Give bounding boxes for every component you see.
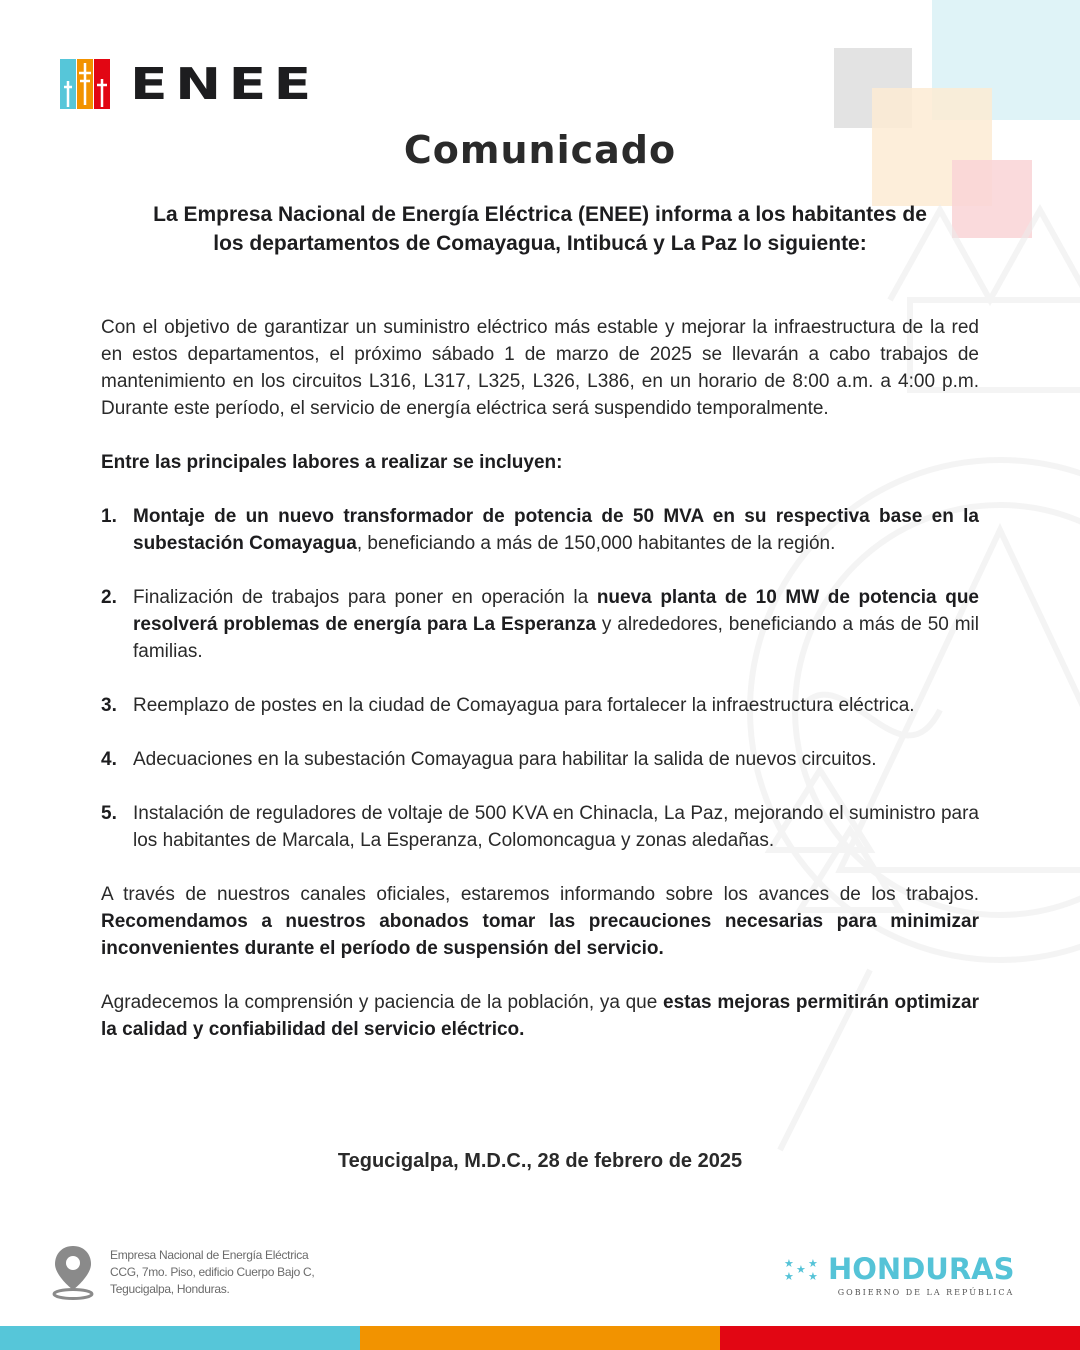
- intro-heading: [90, 200, 990, 258]
- list-item-number: 5.: [101, 803, 117, 824]
- list-item-rest: , beneficiando a más de 150,000 habitantes de la región.: [356, 533, 836, 554]
- list-item-pre: Finalización de trabajos para poner en operación la: [133, 587, 597, 608]
- footer-bar-red: [720, 1326, 1080, 1350]
- enee-logo: [60, 58, 319, 110]
- paragraph-schedule: Con el objetivo de garantizar un suministro eléctrico más estable y mejorar la infraestructura de la red en estos departamentos, el próximo sábado 1 de marzo de 2025 se llevarán a cabo trabajos de mantenimiento en los circuitos L316, L317, L325, L326, L386, en un horario de 8:00 a.m. a 4:00 p.m. Durante este período, el servicio de energía eléctrica será suspendido temporalmente.: [101, 317, 979, 419]
- svg-text:★: ★: [808, 1257, 818, 1270]
- paragraph-thanks: [101, 989, 979, 1043]
- footer-bar-cyan: [0, 1326, 360, 1350]
- list-item: [101, 746, 979, 773]
- list-item-text: Reemplazo de postes en la ciudad de Comayagua para fortalecer la infraestructura eléctrica.: [133, 695, 915, 716]
- enee-wordmark: ENEE: [130, 58, 319, 110]
- address-line-1: Empresa Nacional de Energía Eléctrica: [110, 1248, 309, 1262]
- intro-line-1: La Empresa Nacional de Energía Eléctrica (ENEE) informa a los habitantes de: [153, 203, 927, 226]
- honduras-government-logo: [782, 1252, 1032, 1302]
- footer-address: [110, 1247, 314, 1298]
- list-item-number: 2.: [101, 587, 117, 608]
- paragraph-thanks-bold: estas mejoras permitirán optimizar la calidad y confiabilidad del servicio eléctrico.: [101, 992, 980, 1040]
- list-item: [101, 584, 979, 665]
- list-item-number: 4.: [101, 749, 117, 770]
- list-item-rest: y alrededores, beneficiando a más de 50 mil familias.: [133, 614, 979, 662]
- intro-line-2: los departamentos de Comayagua, Intibucá y La Paz lo siguiente:: [213, 232, 867, 255]
- honduras-wordmark: HONDURAS: [828, 1252, 1015, 1286]
- svg-text:★: ★: [784, 1257, 794, 1270]
- list-item-text: [133, 584, 979, 665]
- list-item-number: 1.: [101, 506, 117, 527]
- list-item-text: Adecuaciones en la subestación Comayagua para habilitar la salida de nuevos circuitos.: [133, 749, 877, 770]
- paragraph-thanks-text: Agradecemos la comprensión y paciencia de la población, ya que: [101, 992, 664, 1013]
- location-pin-icon: [52, 1244, 94, 1300]
- paragraph-channels-text: A través de nuestros canales oficiales, estaremos informando sobre los avances de los trabajos.: [101, 884, 979, 905]
- footer-bar-orange: [360, 1326, 720, 1350]
- svg-text:★: ★: [784, 1270, 794, 1282]
- list-item: [101, 692, 979, 719]
- list-item-bold: Montaje de un nuevo transformador de potencia de 50 MVA en su respectiva base en la subestación Comayagua: [133, 506, 979, 554]
- dateline: Tegucigalpa, M.D.C., 28 de febrero de 2025: [337, 1150, 743, 1172]
- paragraph-channels: [101, 881, 979, 962]
- stars-icon: [782, 1256, 824, 1282]
- paragraph-channels-bold: Recomendamos a nuestros abonados tomar las precauciones necesarias para minimizar inconvenientes durante el período de suspensión del servicio.: [101, 911, 979, 959]
- address-line-3: Tegucigalpa, Honduras.: [110, 1282, 230, 1296]
- list-item: [101, 800, 979, 854]
- list-item: [101, 503, 979, 557]
- list-item-text: [133, 503, 979, 557]
- list-heading: Entre las principales labores a realizar se incluyen:: [101, 452, 563, 473]
- list-item-text: Instalación de reguladores de voltaje de 500 KVA en Chinacla, La Paz, mejorando el suministro para los habitantes de Marcala, La Esperanza, Colomoncagua y zonas aledañas.: [133, 803, 979, 851]
- list-item-number: 3.: [101, 695, 117, 716]
- honduras-subtitle: GOBIERNO DE LA REPÚBLICA: [837, 1288, 1015, 1297]
- page-title: Comunicado: [403, 128, 677, 172]
- svg-text:★: ★: [808, 1270, 818, 1282]
- enee-logo-icon: [60, 59, 110, 109]
- svg-text:★: ★: [796, 1263, 806, 1276]
- communique-body: [101, 314, 979, 1043]
- address-line-2: CCG, 7mo. Piso, edificio Cuerpo Bajo C,: [110, 1265, 315, 1279]
- list-item-bold: nueva planta de 10 MW de potencia que resolverá problemas de energía para La Esperanza: [133, 587, 979, 635]
